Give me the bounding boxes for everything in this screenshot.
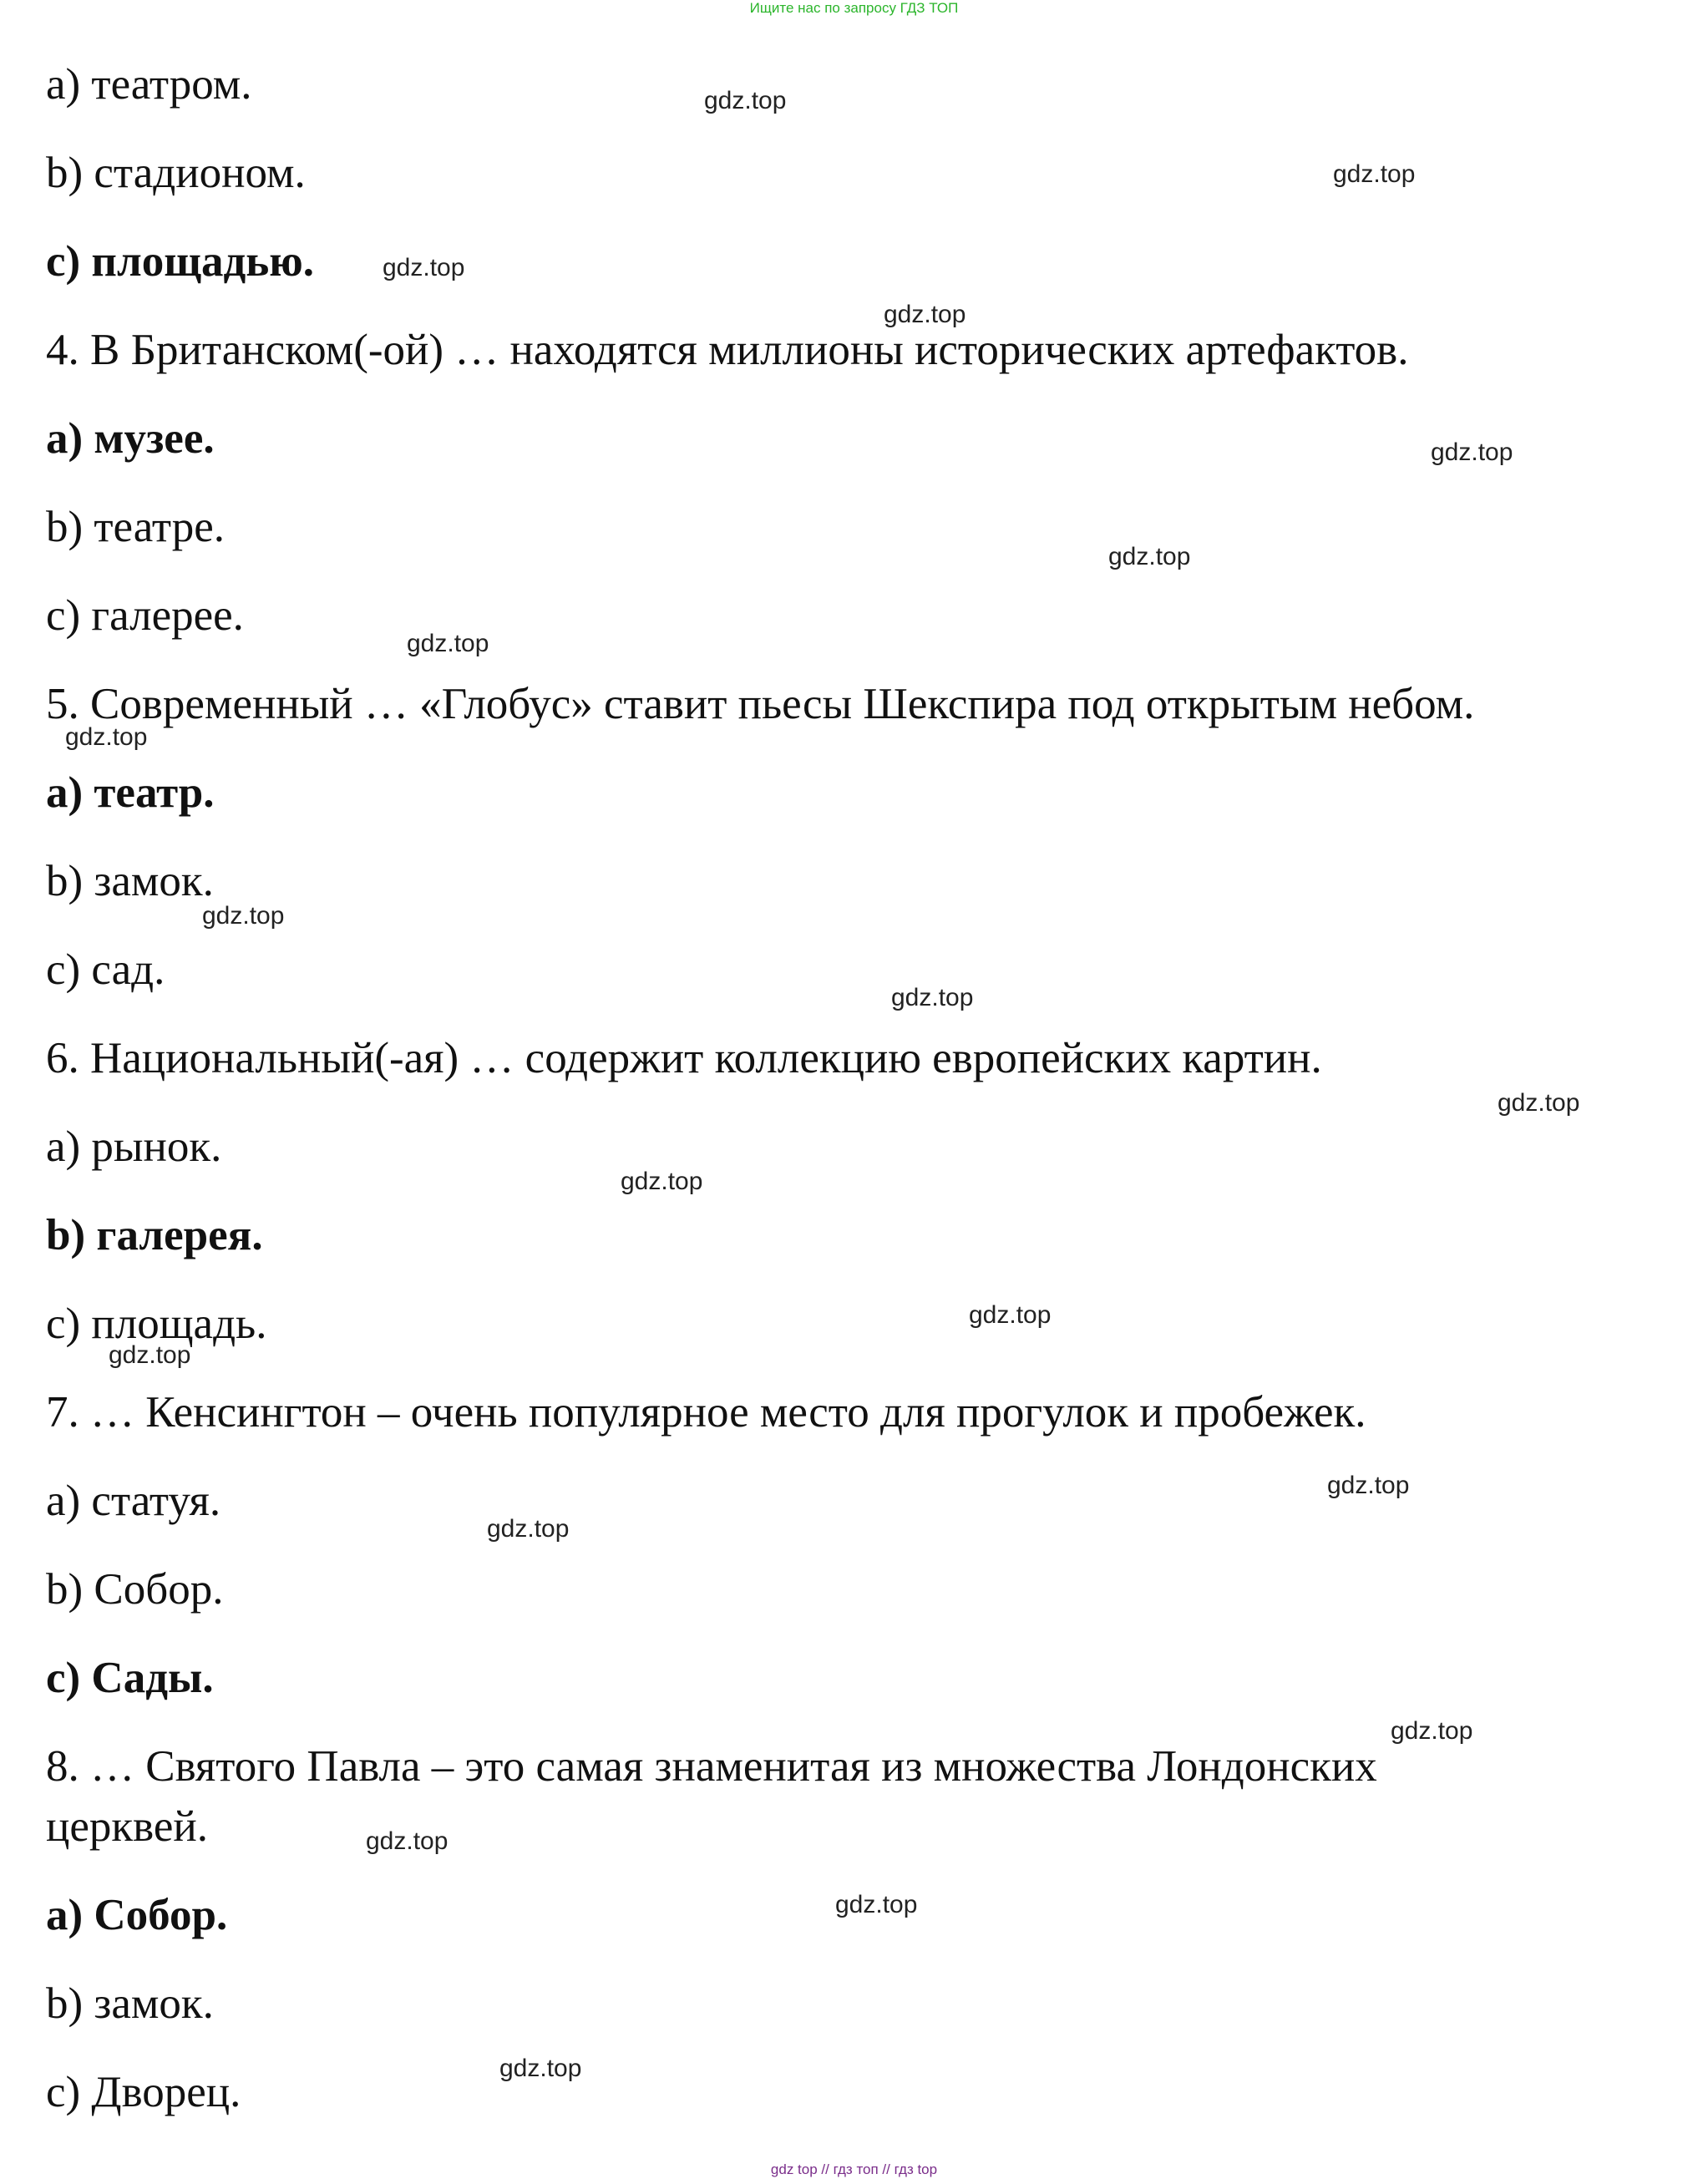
question-line: 5. Современный … «Глобус» ставит пьесы Шекспира под открытым небом. <box>46 680 1475 728</box>
answer-line: b) замок. <box>46 1979 214 2028</box>
question-line: 8. … Святого Павла – это самая знаменитая из множества Лондонских <box>46 1742 1377 1791</box>
watermark: gdz.top <box>499 2055 582 2082</box>
answer-line: b) театре. <box>46 503 225 551</box>
answer-line-correct: a) театр. <box>46 768 215 817</box>
watermark: gdz.top <box>835 1891 918 1918</box>
answer-line: c) сад. <box>46 945 165 994</box>
watermark: gdz.top <box>1327 1472 1410 1499</box>
watermark: gdz.top <box>891 984 974 1011</box>
watermark: gdz.top <box>202 902 285 930</box>
watermark: gdz.top <box>383 254 465 281</box>
watermark: gdz.top <box>1431 438 1513 466</box>
watermark: gdz.top <box>969 1301 1052 1329</box>
watermark: gdz.top <box>1108 543 1191 570</box>
footer-watermark: gdz top // гдз топ // гдз top <box>770 2161 938 2177</box>
answer-line: b) стадионом. <box>46 149 306 197</box>
top-search-note: Ищите нас по запросу ГДЗ ТОП <box>749 0 959 16</box>
answer-line: c) Дворец. <box>46 2068 241 2116</box>
answer-line-correct: c) площадью. <box>46 237 315 286</box>
question-line-continued: церквей. <box>46 1802 208 1851</box>
answer-line: a) рынок. <box>46 1122 222 1171</box>
question-line: 7. … Кенсингтон – очень популярное место для прогулок и пробежек. <box>46 1388 1366 1437</box>
answer-line-correct: c) Сады. <box>46 1654 214 1702</box>
watermark: gdz.top <box>487 1515 570 1543</box>
answer-line: b) Собор. <box>46 1565 224 1614</box>
answer-line-correct: b) галерея. <box>46 1211 263 1259</box>
watermark: gdz.top <box>366 1827 449 1855</box>
answer-line: a) статуя. <box>46 1477 221 1525</box>
watermark: gdz.top <box>884 301 966 328</box>
answer-line: c) площадь. <box>46 1300 267 1348</box>
watermark: gdz.top <box>65 723 148 751</box>
answer-line-correct: a) Собор. <box>46 1891 228 1939</box>
answer-line: c) галерее. <box>46 591 244 640</box>
watermark: gdz.top <box>1498 1089 1580 1117</box>
watermark: gdz.top <box>1333 160 1416 188</box>
watermark: gdz.top <box>704 87 787 114</box>
question-line: 6. Национальный(-ая) … содержит коллекцию европейских картин. <box>46 1034 1322 1082</box>
answer-line: a) театром. <box>46 60 252 109</box>
answer-line-correct: a) музее. <box>46 414 215 463</box>
question-line: 4. В Британском(-ой) … находятся миллионы исторических артефактов. <box>46 326 1409 374</box>
watermark: gdz.top <box>109 1341 191 1369</box>
watermark: gdz.top <box>621 1168 703 1195</box>
watermark: gdz.top <box>1391 1717 1473 1745</box>
watermark: gdz.top <box>407 630 489 657</box>
answer-line: b) замок. <box>46 857 214 905</box>
